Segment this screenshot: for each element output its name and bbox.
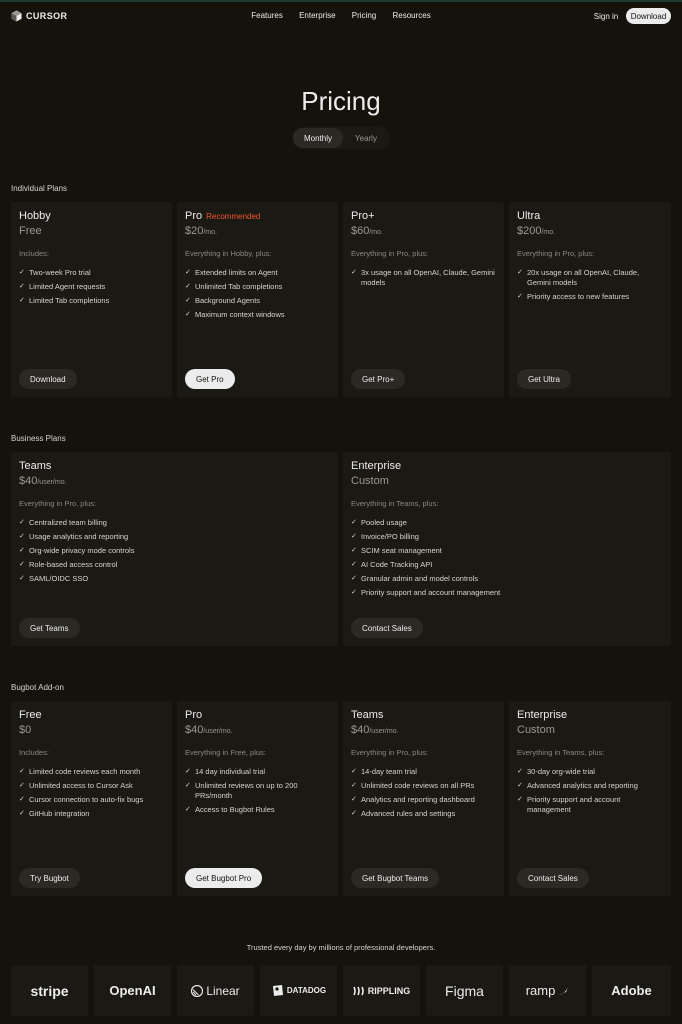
plan-price: $40/user/mo. — [185, 724, 233, 736]
get-ultra-button[interactable]: Get Ultra — [517, 369, 571, 389]
check-icon: ✓ — [351, 589, 357, 596]
check-icon: ✓ — [19, 283, 25, 290]
get-bugbot-pro-button[interactable]: Get Bugbot Pro — [185, 868, 262, 888]
download-button[interactable]: Download — [626, 8, 671, 24]
plan-price: Custom — [517, 724, 555, 736]
section-title-bugbot: Bugbot Add-on — [11, 683, 64, 692]
recommended-badge: Recommended — [206, 212, 261, 221]
feature-item: ✓ Invoice/PO billing — [351, 532, 419, 541]
feature-item: ✓ Extended limits on Agent — [185, 268, 278, 277]
plan-card-ultra — [509, 202, 671, 397]
check-icon: ✓ — [19, 561, 25, 568]
get-pro-button[interactable]: Get Pro — [185, 369, 235, 389]
plan-price: $40/user/mo. — [19, 475, 67, 487]
feature-item: ✓ Role-based access control — [19, 560, 118, 569]
feature-list — [351, 518, 663, 602]
feature-item: ✓ Granular admin and model controls — [351, 574, 479, 583]
feature-item: ✓ Priority access to new features — [517, 292, 630, 301]
customer-logo-openai: OpenAI — [94, 965, 171, 1016]
feature-item: ✓ 3x usage on all OpenAI, Claude, Gemini models — [351, 268, 495, 287]
nav-link-enterprise[interactable]: Enterprise — [299, 11, 336, 20]
feature-item: ✓ Analytics and reporting dashboard — [351, 795, 475, 804]
check-icon: ✓ — [19, 297, 25, 304]
linear-logo-icon — [191, 985, 203, 997]
check-icon: ✓ — [351, 561, 357, 568]
get-teams-button[interactable]: Get Teams — [19, 618, 80, 638]
bugbot-contact-sales-button[interactable]: Contact Sales — [517, 868, 589, 888]
check-icon: ✓ — [517, 782, 523, 789]
plan-price: $40/user/mo. — [351, 724, 399, 736]
customer-logo-figma: Figma — [426, 965, 503, 1016]
feature-item: ✓ Access to Bugbot Rules — [185, 805, 275, 814]
feature-item: ✓ Unlimited reviews on up to 200 PRs/month — [185, 781, 298, 800]
check-icon: ✓ — [351, 547, 357, 554]
plan-card-pro-plus — [343, 202, 504, 397]
plan-intro: Everything in Pro, plus: — [19, 499, 97, 508]
plan-card-enterprise — [343, 452, 671, 646]
check-icon: ✓ — [351, 796, 357, 803]
plan-intro: Includes: — [19, 748, 50, 757]
plan-intro: Everything in Teams, plus: — [517, 748, 605, 757]
feature-item: ✓ Limited Agent requests — [19, 282, 106, 291]
plan-price: $20/mo. — [185, 225, 217, 237]
feature-item: ✓ Priority support and account management — [517, 795, 621, 814]
check-icon: ✓ — [19, 547, 25, 554]
feature-item: ✓ 20x usage on all OpenAI, Claude, Gemini models — [517, 268, 640, 287]
feature-list — [517, 767, 663, 819]
plan-card-hobby — [11, 202, 172, 397]
feature-item: ✓ 14 day individual trial — [185, 767, 266, 776]
plan-name: Enterprise — [517, 709, 568, 721]
download-plan-button[interactable]: Download — [19, 369, 77, 389]
customer-logo-adobe: Adobe — [592, 965, 671, 1016]
check-icon: ✓ — [19, 519, 25, 526]
nav-link-resources[interactable]: Resources — [392, 11, 431, 20]
plan-intro: Everything in Pro, plus: — [351, 748, 429, 757]
feature-item: ✓ Two-week Pro trial — [19, 268, 91, 277]
plan-name: Hobby — [19, 210, 51, 222]
plan-price: Custom — [351, 475, 389, 487]
customer-logo-ramp: ramp — [509, 965, 586, 1016]
check-icon: ✓ — [351, 768, 357, 775]
check-icon: ✓ — [351, 810, 357, 817]
customer-logo-stripe: stripe — [11, 965, 88, 1016]
check-icon: ✓ — [351, 575, 357, 582]
check-icon: ✓ — [517, 796, 523, 803]
plan-intro: Includes: — [19, 249, 50, 258]
customer-logo-linear: Linear — [177, 965, 254, 1016]
bugbot-card-free — [11, 701, 172, 896]
check-icon: ✓ — [185, 768, 191, 775]
section-title-individual: Individual Plans — [11, 184, 68, 193]
check-icon: ✓ — [19, 768, 25, 775]
trusted-tagline: Trusted every day by millions of professional developers. — [246, 943, 436, 952]
feature-item: ✓ Org-wide privacy mode controls — [19, 546, 135, 555]
plan-card-teams — [11, 452, 338, 646]
get-bugbot-teams-button[interactable]: Get Bugbot Teams — [351, 868, 439, 888]
feature-item: ✓ Advanced rules and settings — [351, 809, 456, 818]
check-icon: ✓ — [517, 269, 523, 276]
section-title-business: Business Plans — [11, 434, 66, 443]
feature-item: ✓ Limited code reviews each month — [19, 767, 141, 776]
plan-intro: Everything in Free, plus: — [185, 748, 266, 757]
datadog-logo-icon — [271, 984, 284, 997]
feature-item: ✓ SCIM seat management — [351, 546, 442, 555]
billing-yearly-option[interactable]: Yearly — [355, 133, 377, 143]
check-icon: ✓ — [19, 575, 25, 582]
check-icon: ✓ — [19, 810, 25, 817]
plan-name: Pro+ — [351, 210, 375, 222]
feature-list — [185, 268, 330, 324]
feature-item: ✓ Limited Tab completions — [19, 296, 110, 305]
plan-name: Enterprise — [351, 460, 402, 472]
rippling-logo-icon — [353, 986, 365, 996]
feature-item: ✓ Unlimited access to Cursor Ask — [19, 781, 133, 790]
plan-name: Pro — [185, 709, 203, 721]
feature-list — [517, 268, 663, 306]
feature-list — [351, 268, 496, 292]
plan-name: Free — [19, 709, 42, 721]
check-icon: ✓ — [185, 297, 191, 304]
plan-intro: Everything in Pro, plus: — [351, 249, 429, 258]
feature-item: ✓ 14-day team trial — [351, 767, 417, 776]
bugbot-card-enterprise — [509, 701, 671, 896]
check-icon: ✓ — [185, 806, 191, 813]
sign-in-button[interactable]: Sign in — [593, 11, 619, 21]
feature-item: ✓ Usage analytics and reporting — [19, 532, 129, 541]
feature-item: ✓ Advanced analytics and reporting — [517, 781, 638, 790]
plan-intro: Everything in Hobby, plus: — [185, 249, 272, 258]
check-icon: ✓ — [517, 768, 523, 775]
check-icon: ✓ — [517, 293, 523, 300]
check-icon: ✓ — [185, 311, 191, 318]
check-icon: ✓ — [351, 269, 357, 276]
check-icon: ✓ — [185, 283, 191, 290]
plan-price: $200/mo. — [517, 225, 556, 237]
top-nav — [0, 2, 682, 30]
feature-item: ✓ Unlimited code reviews on all PRs — [351, 781, 475, 790]
feature-item: ✓ Priority support and account management — [351, 588, 501, 597]
feature-item: ✓ AI Code Tracking API — [351, 560, 433, 569]
check-icon: ✓ — [19, 533, 25, 540]
check-icon: ✓ — [185, 782, 191, 789]
check-icon: ✓ — [351, 782, 357, 789]
feature-list — [351, 767, 496, 823]
page-title: Pricing — [301, 86, 381, 116]
feature-item: ✓ Centralized team billing — [19, 518, 107, 527]
customer-logo-rippling: RIPPLING — [343, 965, 420, 1016]
check-icon: ✓ — [19, 796, 25, 803]
feature-list — [185, 767, 330, 819]
brand-name: CURSOR — [26, 11, 68, 21]
feature-list — [19, 268, 164, 310]
check-icon: ✓ — [19, 269, 25, 276]
ramp-logo-icon — [558, 986, 569, 996]
feature-item: ✓ GitHub integration — [19, 809, 90, 818]
plan-name: Ultra — [517, 210, 541, 222]
check-icon: ✓ — [351, 533, 357, 540]
contact-sales-button[interactable]: Contact Sales — [351, 618, 423, 638]
plan-intro: Everything in Teams, plus: — [351, 499, 439, 508]
check-icon: ✓ — [351, 519, 357, 526]
feature-item: ✓ Background Agents — [185, 296, 261, 305]
feature-item: ✓ Unlimited Tab completions — [185, 282, 283, 291]
bugbot-card-pro — [177, 701, 338, 896]
feature-item: ✓ 30-day org-wide trial — [517, 767, 595, 776]
bugbot-card-teams — [343, 701, 504, 896]
feature-list — [19, 518, 330, 588]
feature-item: ✓ SAML/OIDC SSO — [19, 574, 89, 583]
nav-link-pricing[interactable]: Pricing — [351, 11, 377, 20]
plan-card-pro — [177, 202, 338, 397]
customer-logo-datadog: DATADOG — [260, 965, 337, 1016]
get-pro-plus-button[interactable]: Get Pro+ — [351, 369, 405, 389]
feature-item: ✓ Maximum context windows — [185, 310, 285, 319]
check-icon: ✓ — [185, 269, 191, 276]
plan-name: Teams — [19, 460, 52, 472]
feature-list — [19, 767, 164, 823]
plan-name: Teams — [351, 709, 384, 721]
billing-toggle — [292, 127, 390, 149]
plan-price: $60/mo. — [351, 225, 383, 237]
plan-name: Pro Recommended — [185, 210, 261, 222]
nav-link-features[interactable]: Features — [251, 11, 283, 20]
billing-monthly-option[interactable]: Monthly — [293, 128, 343, 148]
check-icon: ✓ — [19, 782, 25, 789]
plan-price: $0 — [19, 724, 32, 736]
plan-price: Free — [19, 225, 42, 237]
feature-item: ✓ Cursor connection to auto-fix bugs — [19, 795, 144, 804]
try-bugbot-button[interactable]: Try Bugbot — [19, 868, 80, 888]
nav-links — [0, 11, 682, 20]
plan-intro: Everything in Pro, plus: — [517, 249, 595, 258]
feature-item: ✓ Pooled usage — [351, 518, 407, 527]
